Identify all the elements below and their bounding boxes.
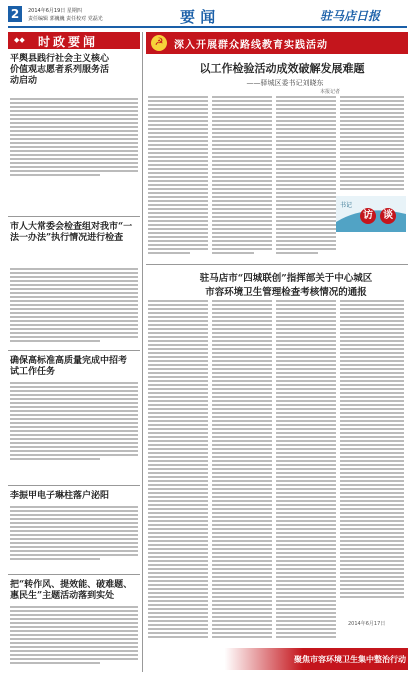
banner-dots-icon: ◆◆: [14, 36, 25, 44]
article-headline[interactable]: 把“转作风、提效能、破难题、惠民生”主题活动落到实处: [10, 580, 133, 601]
article-body: [10, 268, 138, 348]
left-banner: [8, 32, 140, 49]
body-col: [276, 96, 336, 256]
campaign-banner-text: 深入开展群众路线教育实践活动: [174, 40, 328, 51]
badge-prefix: 书记: [340, 202, 353, 209]
top-article-body: [148, 96, 406, 258]
body-col: [276, 300, 336, 642]
body-col: [212, 300, 272, 642]
article-body: [10, 98, 138, 198]
body-col: [212, 96, 272, 256]
article-headline[interactable]: 市人大常委会检查组对我市“一法一办法”执行情况进行检查: [10, 222, 133, 243]
main-article-body: [148, 300, 406, 642]
divider: [8, 350, 140, 351]
body-col: [148, 96, 208, 256]
badge-char: 谈: [380, 208, 396, 224]
article-body: [10, 606, 138, 668]
body-col: [340, 96, 404, 192]
divider: [146, 264, 408, 265]
header-rule: [8, 26, 407, 28]
footer-banner-text: 聚焦市容环境卫生集中整治行动: [294, 655, 406, 664]
campaign-banner: [146, 32, 408, 54]
top-article-subhead: ——驿城区委书记刘晓东: [246, 79, 324, 87]
footer-banner: [146, 648, 408, 670]
left-banner-text: 时政要闻: [38, 35, 99, 49]
body-col: [148, 300, 208, 642]
header-date: 2014年6月19日 星期四: [28, 8, 82, 14]
badge-char: 访: [360, 208, 376, 224]
article-body: [10, 506, 138, 576]
main-article-headline-line1[interactable]: 驻马店市“四城联创”指挥部关于中心城区: [199, 273, 373, 284]
main-article-headline-line2[interactable]: 市容环境卫生管理检查考核情况的通报: [205, 287, 367, 298]
article-headline[interactable]: 李振甲电子琳柱落户泌阳: [10, 491, 110, 501]
top-article-byline: 本报记者: [320, 89, 341, 95]
left-column: [8, 32, 140, 672]
interview-badge: [336, 196, 406, 232]
page-number: 2: [10, 7, 20, 21]
paper-name: 驻马店日报: [320, 9, 381, 23]
section-title: 要 闻: [180, 8, 216, 26]
body-col: [340, 300, 404, 600]
divider: [8, 574, 140, 575]
page-number-box: [8, 6, 22, 22]
article-headline[interactable]: 平舆县践行社会主义核心价值观志愿者系列服务活动启动: [10, 54, 110, 86]
column-separator: [142, 32, 143, 672]
party-emblem-icon: ☭: [151, 35, 167, 51]
footer-note: 2014年6月17日: [348, 621, 386, 627]
header-editor-line: 责任编辑 郭巍巍 责任校对 党磊光: [28, 16, 103, 22]
article-headline[interactable]: 确保高标准高质量完成中招考试工作任务: [10, 356, 128, 377]
divider: [8, 485, 140, 486]
article-body: [10, 382, 138, 482]
divider: [8, 216, 140, 217]
top-article-headline[interactable]: 以工作检验活动成效破解发展难题: [199, 62, 365, 75]
